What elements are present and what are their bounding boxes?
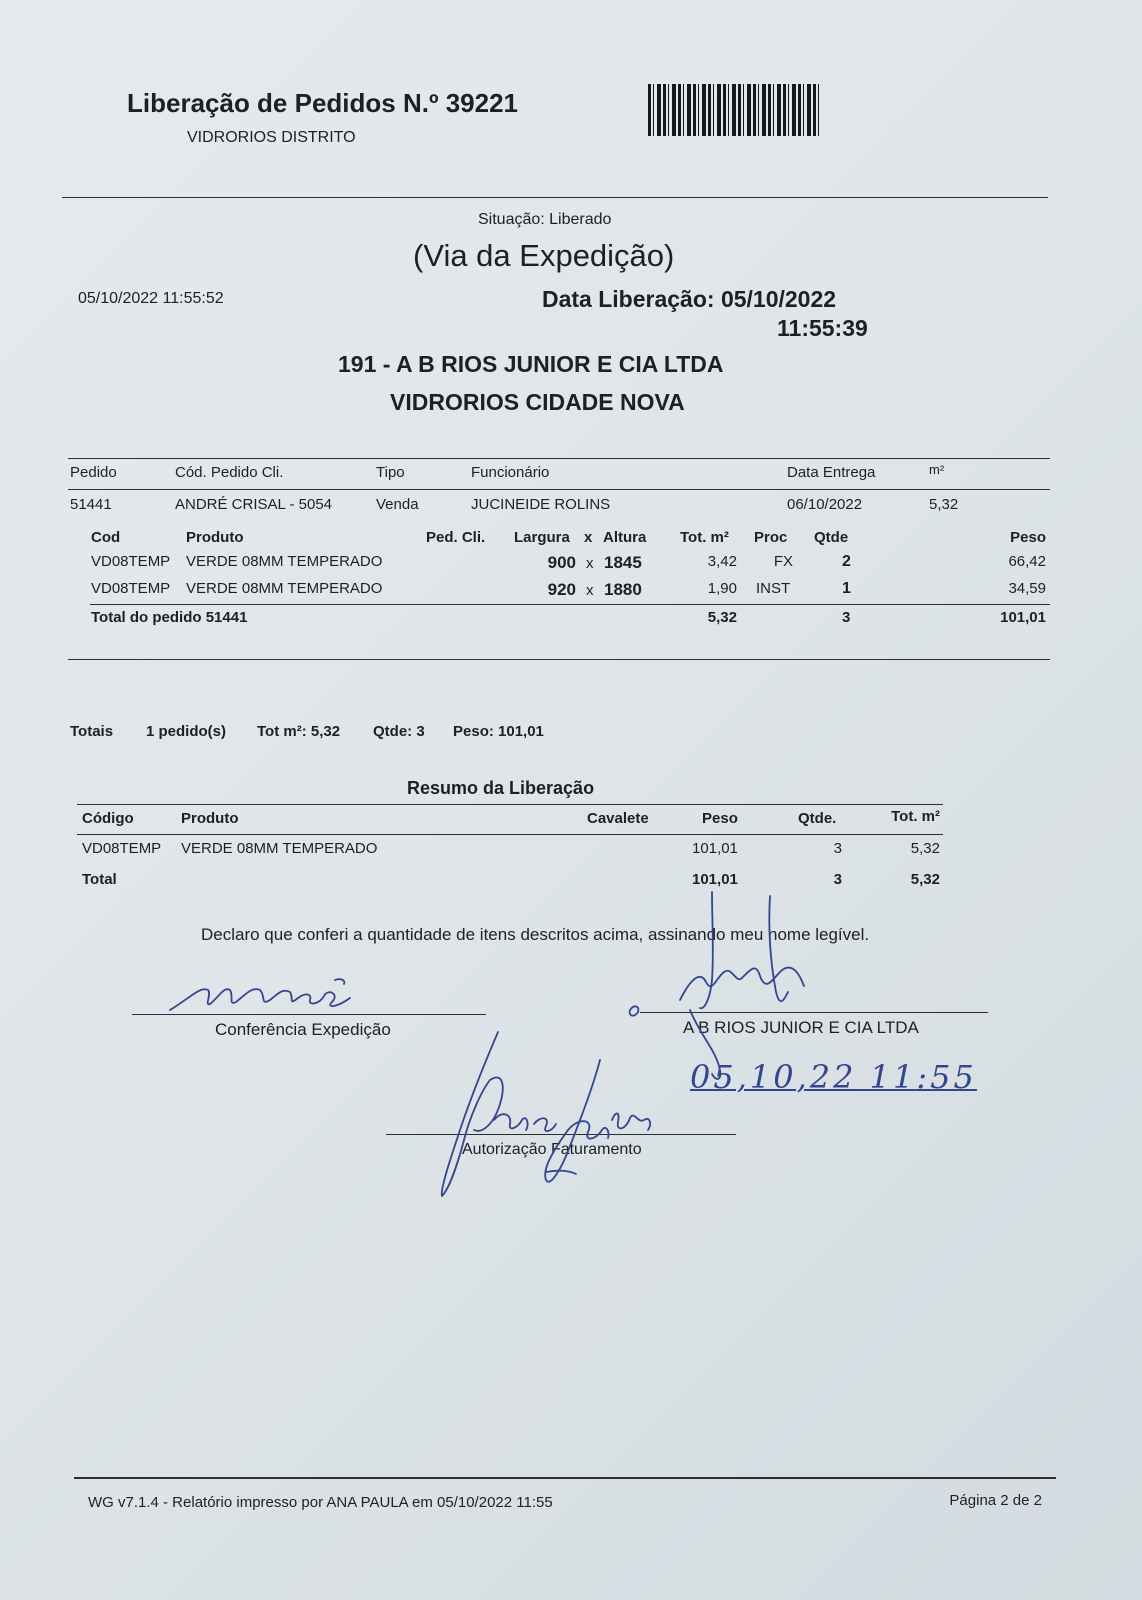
summary-col-peso: Peso (702, 810, 738, 827)
col-pedido: Pedido (70, 464, 117, 481)
order-header-divider (68, 489, 1050, 490)
item-proc: FX (773, 553, 793, 570)
item-cod: VD08TEMP (91, 580, 171, 597)
summary-top-line (77, 804, 943, 805)
col-data-entrega: Data Entrega (787, 464, 876, 481)
faturamento-signature-label: Autorização Faturamento (462, 1141, 642, 1158)
summary-col-cavalete: Cavalete (587, 810, 649, 827)
items-total-divider (90, 604, 1050, 605)
summary-codigo: VD08TEMP (82, 840, 162, 857)
summary-title: Resumo da Liberação (407, 778, 595, 798)
item-col-tot-m2: Tot. m² (680, 529, 729, 546)
release-time: 11:55:39 (777, 315, 868, 341)
summary-total-tot-m2: 5,32 (910, 871, 940, 888)
footer-divider (74, 1477, 1056, 1479)
col-funcionario: Funcionário (471, 464, 550, 481)
totals-label: Totais (70, 723, 114, 740)
expedicao-handwritten-signature (160, 968, 380, 1028)
summary-col-produto: Produto (181, 810, 239, 827)
item-col-qtde: Qtde (814, 529, 849, 546)
order-total-peso: 101,01 (1000, 609, 1046, 626)
expedicao-signature-label: Conferência Expedição (215, 1020, 391, 1039)
item-col-altura: Altura (603, 529, 647, 546)
summary-col-qtde: Qtde. (798, 810, 837, 827)
item-peso: 66,42 (1008, 553, 1046, 570)
item-col-proc: Proc (754, 529, 788, 546)
summary-total-qtde: 3 (833, 871, 842, 888)
item-qtde: 1 (842, 580, 851, 597)
order-m2: 5,32 (929, 496, 959, 513)
summary-tot-m2: 5,32 (910, 840, 940, 857)
item-produto: VERDE 08MM TEMPERADO (186, 553, 383, 570)
report-title: Liberação de Pedidos N.º 39221 (127, 88, 518, 118)
summary-col-codigo: Código (82, 810, 134, 827)
item-x: x (586, 582, 594, 599)
order-total-m2: 5,32 (707, 609, 737, 626)
header-divider (62, 197, 1048, 198)
item-x: x (586, 555, 594, 572)
order-cod-cli: ANDRÉ CRISAL - 5054 (175, 496, 333, 513)
summary-col-tot-m2: Tot. m² (891, 808, 940, 825)
item-col-produto: Produto (186, 529, 244, 546)
via-title: (Via da Expedição) (413, 238, 675, 273)
item-col-cod: Cod (91, 529, 121, 546)
footer-printed-by: WG v7.1.4 - Relatório impresso por ANA PAULA em 05/10/2022 11:55 (88, 1494, 553, 1511)
item-altura: 1880 (604, 580, 642, 599)
totals-peso: Peso: 101,01 (453, 723, 544, 740)
col-tipo: Tipo (376, 464, 405, 481)
totals-qtde: Qtde: 3 (373, 723, 425, 740)
order-total-qtde: 3 (842, 609, 851, 626)
company-signature-label: A B RIOS JUNIOR E CIA LTDA (683, 1018, 919, 1037)
item-peso: 34,59 (1008, 580, 1046, 597)
item-cod: VD08TEMP (91, 553, 171, 570)
item-altura: 1845 (604, 553, 642, 572)
status-text: Situação: Liberado (478, 211, 612, 228)
barcode (648, 84, 820, 136)
order-table-top (68, 458, 1050, 459)
declaration-text: Declaro que conferi a quantidade de itens descritos acima, assinando meu nome legível. (201, 925, 870, 944)
summary-produto: VERDE 08MM TEMPERADO (181, 840, 378, 857)
order-data-entrega: 06/10/2022 (787, 496, 863, 513)
summary-peso: 101,01 (692, 840, 738, 857)
col-cod-cli: Cód. Pedido Cli. (175, 464, 284, 481)
footer-page-number: Página 2 de 2 (949, 1492, 1042, 1509)
item-proc: INST (756, 580, 791, 597)
handwritten-date: 05,10,22 11:55 (690, 1058, 977, 1096)
totals-pedidos: 1 pedido(s) (146, 723, 227, 740)
client-name: 191 - A B RIOS JUNIOR E CIA LTDA (338, 351, 724, 377)
print-datetime: 05/10/2022 11:55:52 (78, 290, 224, 307)
item-col-largura: Largura (514, 529, 570, 546)
item-qtde: 2 (842, 553, 851, 570)
item-largura: 920 (547, 580, 576, 599)
summary-total-label: Total (82, 871, 117, 888)
release-date: Data Liberação: 05/10/2022 (542, 286, 837, 312)
order-table-bottom (68, 659, 1050, 660)
order-tipo: Venda (376, 496, 419, 513)
item-col-peso: Peso (1010, 529, 1046, 546)
col-m2: m² (929, 462, 945, 477)
summary-header-line (77, 834, 943, 835)
order-funcionario: JUCINEIDE ROLINS (471, 496, 611, 513)
item-tot-m2: 3,42 (707, 553, 737, 570)
order-pedido: 51441 (70, 496, 112, 513)
faturamento-handwritten-signature (430, 1020, 680, 1200)
item-produto: VERDE 08MM TEMPERADO (186, 580, 383, 597)
order-total-label: Total do pedido 51441 (91, 609, 248, 626)
item-tot-m2: 1,90 (707, 580, 737, 597)
totals-m2: Tot m²: 5,32 (257, 723, 341, 740)
client-store: VIDRORIOS CIDADE NOVA (390, 389, 685, 415)
summary-qtde: 3 (833, 840, 842, 857)
summary-total-peso: 101,01 (692, 871, 738, 888)
item-largura: 900 (547, 553, 576, 572)
report-subtitle: VIDRORIOS DISTRITO (187, 129, 356, 146)
item-col-ped-cli: Ped. Cli. (426, 529, 486, 546)
item-col-x: x (584, 529, 593, 546)
